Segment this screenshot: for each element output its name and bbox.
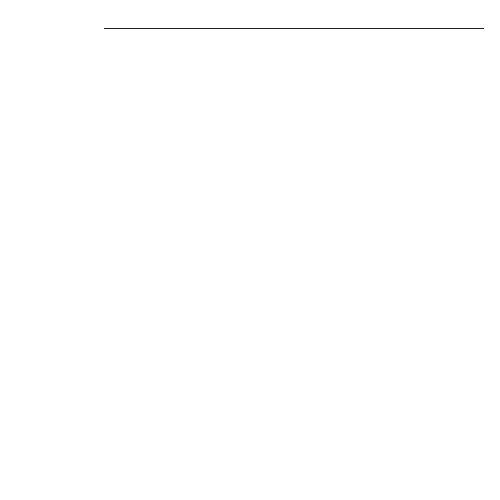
header-rule [104,28,484,29]
running-header [0,0,500,34]
